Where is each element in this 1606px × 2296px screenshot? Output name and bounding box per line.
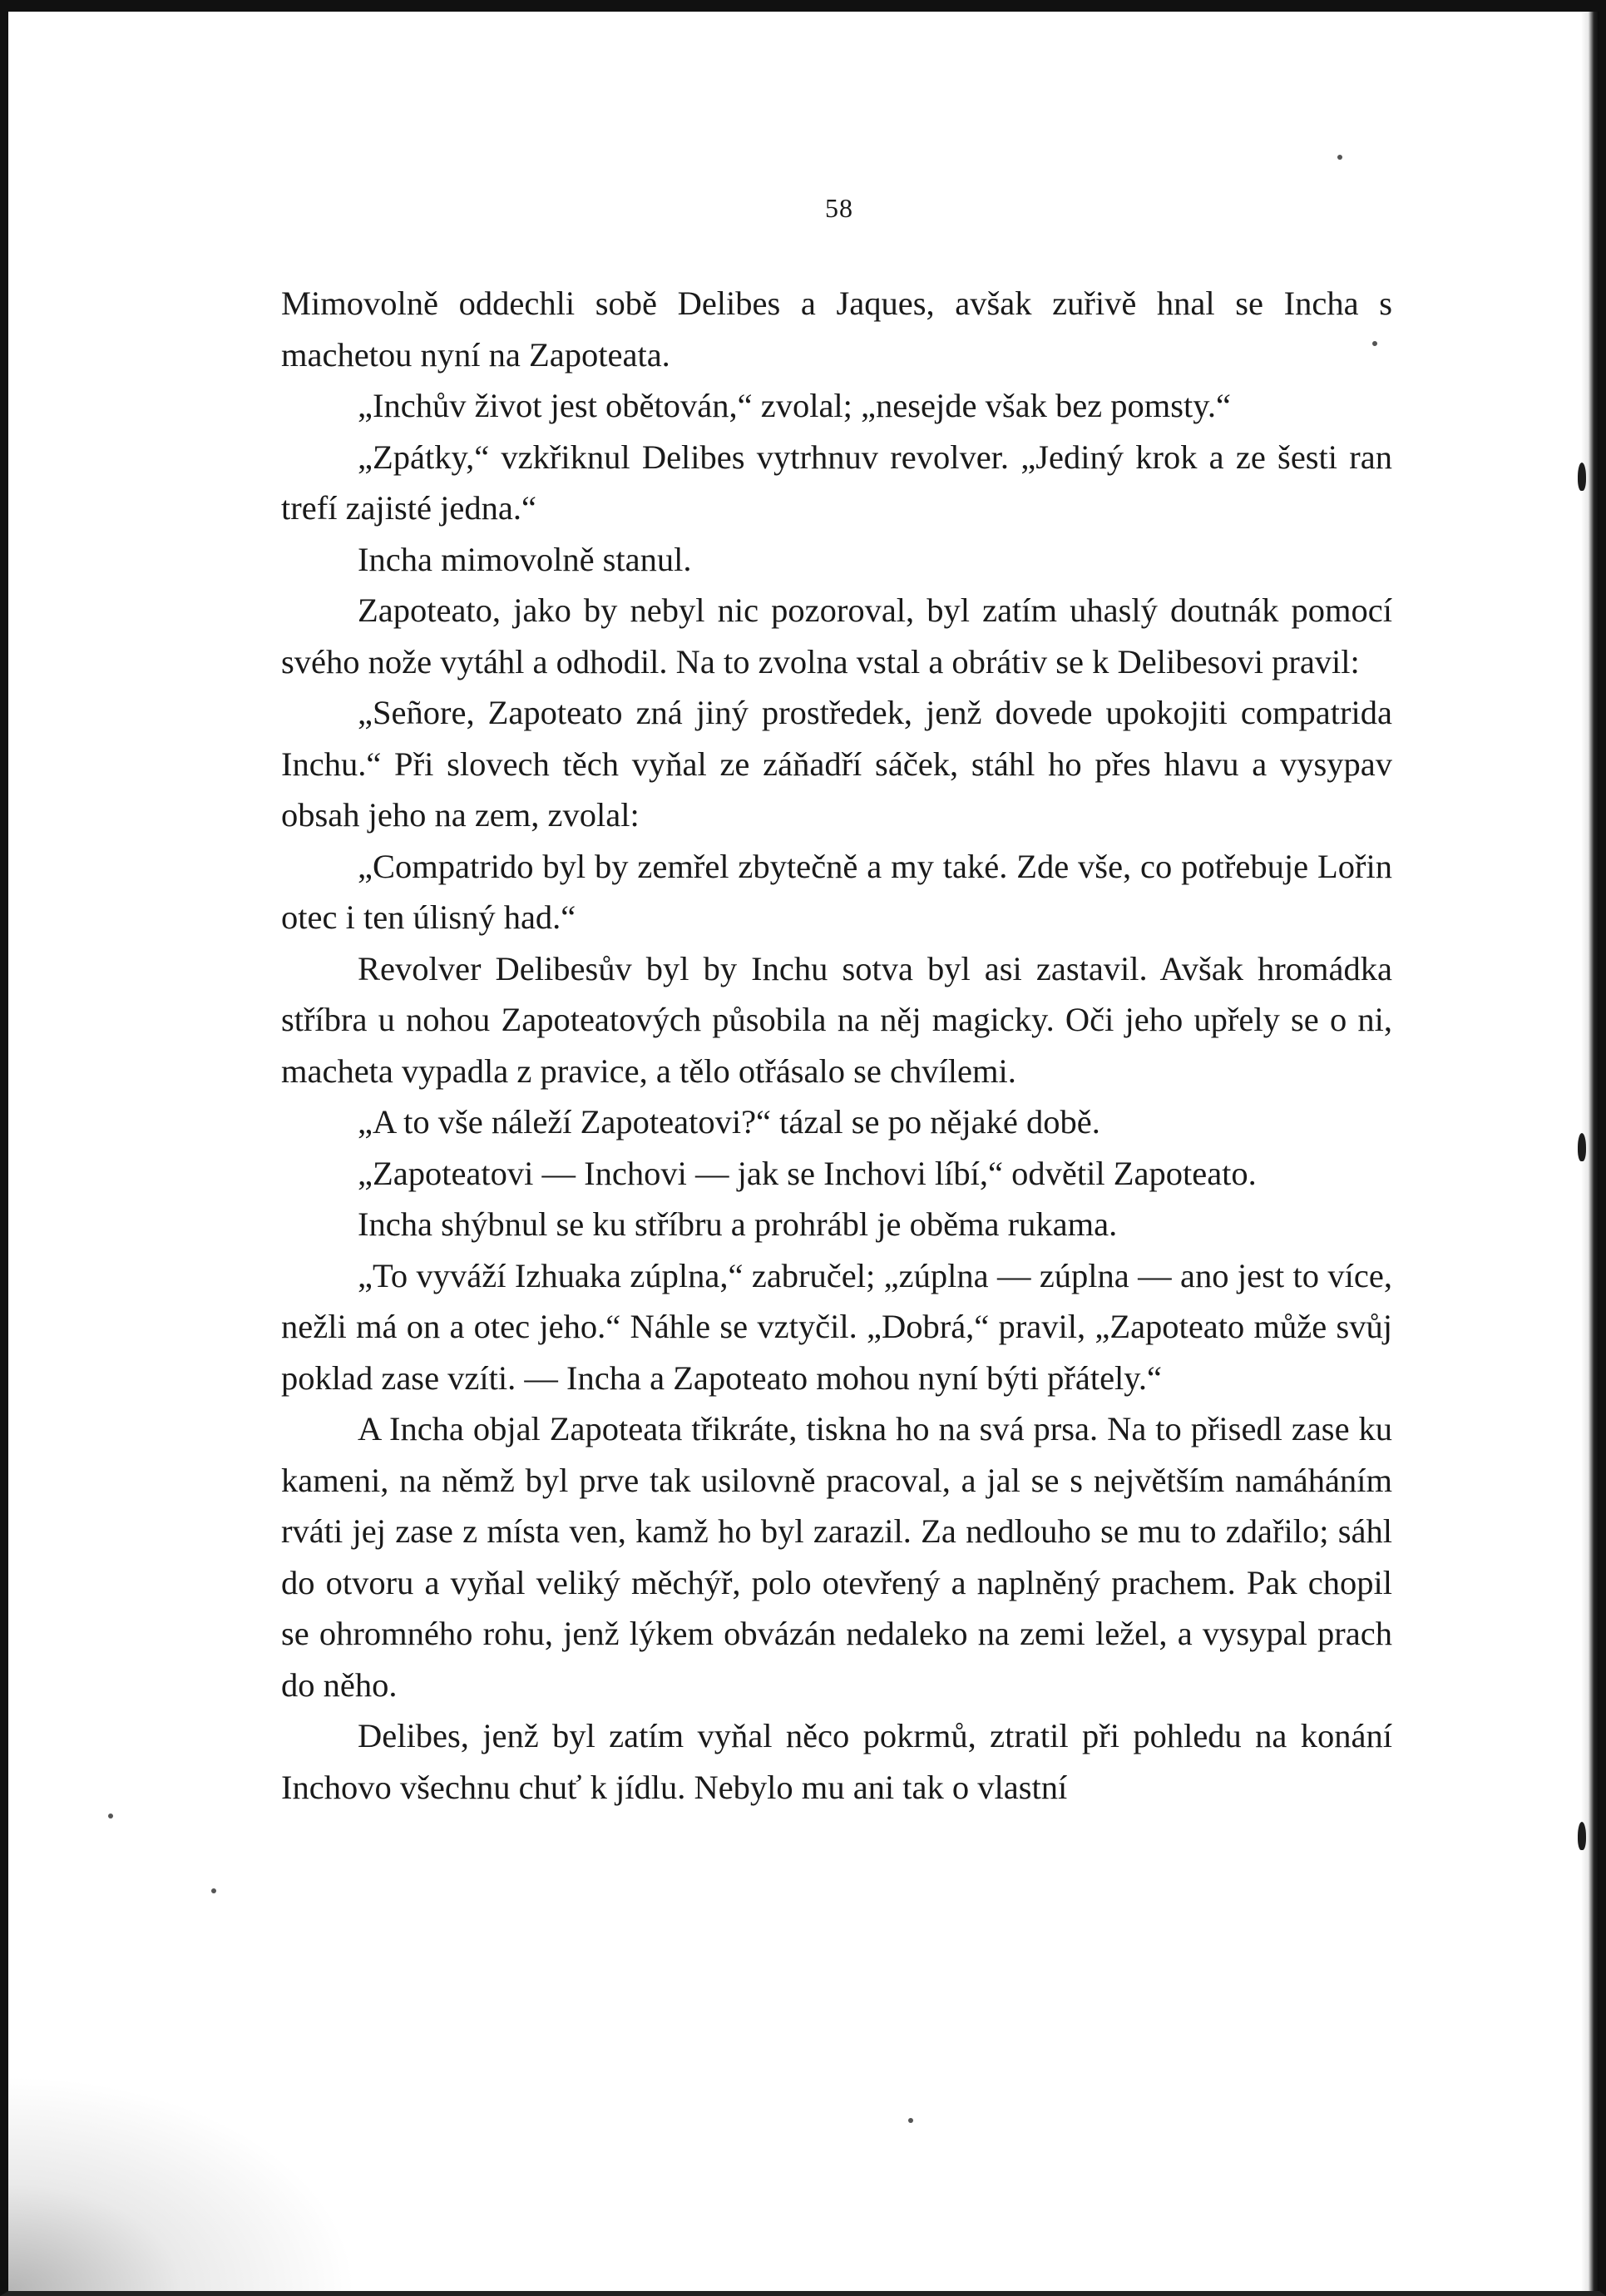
binding-mark (1578, 463, 1586, 491)
paragraph: „Compatrido byl by zemřel zbytečně a my také. Zde vše, co potřebuje Lořin otec i ten úlisný had.“ (281, 847, 1392, 936)
paragraph: Incha mimovolně stanul. (358, 540, 692, 578)
paragraph: „A to vše náleží Zapoteatovi?“ tázal se po nějaké době. (358, 1103, 1100, 1141)
ink-speck (1337, 155, 1342, 160)
ink-speck (211, 1888, 216, 1893)
paragraph: Mimovolně oddechli sobě Delibes a Jaques, avšak zuřivě hnal se Incha s machetou nyní na Zapoteata. (281, 285, 1392, 374)
paragraph: A Incha objal Zapoteata třikráte, tiskna ho na svá prsa. Na to přisedl zase ku kameni, na němž byl prve tak usilovně pracoval, a jal se s největším namáháním rváti jej zase z místa ven, kamž ho byl zarazil. Za nedlouho se mu to zdařilo; sáhl do otvoru a vyňal veliký měchýř, polo otevřený a naplněný prachem. Pak chopil se ohromného rohu, jenž lýkem obvázán nedaleko na zemi ležel, a vysypal prach do něho. (281, 1410, 1392, 1704)
paragraph: Delibes, jenž byl zatím vyňal něco pokrmů, ztratil při pohledu na konání Inchovo všechnu chuť k jídlu. Nebylo mu ani tak o vlastní (281, 1717, 1392, 1806)
paragraph: Zapoteato, jako by nebyl nic pozoroval, byl zatím uhaslý doutnák pomocí svého nože vytáhl a odhodil. Na to zvolna vstal a obrátiv se k Delibesovi pravil: (281, 591, 1392, 680)
page-number: 58 (825, 193, 853, 223)
paragraph: „Señore, Zapoteato zná jiný prostředek, jenž dovede upokojiti compatrida Inchu.“ Při slovech těch vyňal ze záňadří sáček, stáhl ho přes hlavu a vysypav obsah jeho na zem, zvolal: (281, 694, 1392, 834)
ink-speck (108, 1814, 113, 1818)
page-stain (8, 2075, 358, 2291)
binding-mark (1578, 1822, 1586, 1850)
binding-mark (1578, 1133, 1586, 1161)
paragraph: „Zapoteatovi — Inchovi — jak se Inchovi líbí,“ odvětil Zapoteato. (358, 1154, 1257, 1192)
paragraph: Incha shýbnul se ku stříbru a prohrábl je oběma rukama. (358, 1205, 1118, 1243)
paragraph: „Zpátky,“ vzkřiknul Delibes vytrhnuv revolver. „Jediný krok a ze šesti ran trefí zajisté jedna.“ (281, 438, 1392, 527)
ink-speck (908, 2118, 913, 2123)
paragraph: „To vyváží Izhuaka zúplna,“ zabručel; „zúplna — zúplna — ano jest to více, nežli má on a otec jeho.“ Náhle se vztyčil. „Dobrá,“ pravil, „Zapoteato může svůj poklad zase vzíti. — Incha a Zapoteato mohou nyní býti přátely.“ (281, 1256, 1392, 1397)
body-text (281, 278, 1392, 1813)
paragraph: „Inchův život jest obětován,“ zvolal; „nesejde však bez pomsty.“ (358, 387, 1232, 424)
paragraph: Revolver Delibesův byl by Inchu sotva byl asi zastavil. Avšak hromádka stříbra u nohou Zapoteatových působila na něj magicky. Oči jeho upřely se o ni, macheta vypadla z pravice, a tělo otřásalo se chvílemi. (281, 949, 1392, 1090)
